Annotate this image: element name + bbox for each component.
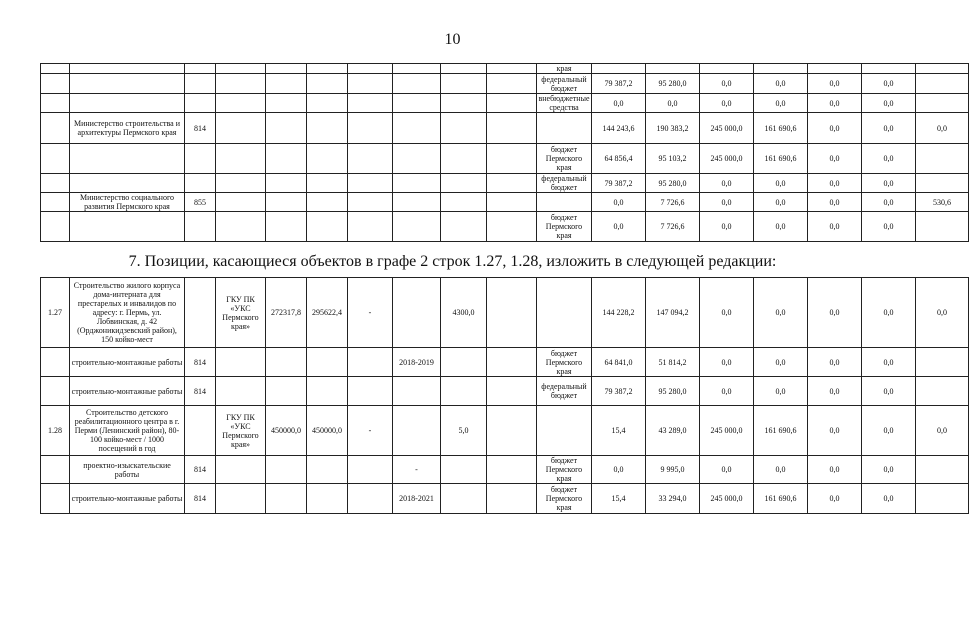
table-cell: 0,0: [754, 94, 808, 113]
table-cell: федеральный бюджет: [537, 377, 592, 406]
table-cell: [441, 94, 487, 113]
table-cell: [348, 212, 393, 242]
table-cell: [487, 174, 537, 193]
table-row: [41, 377, 969, 406]
table-cell: 0,0: [808, 174, 862, 193]
table-cell: 0,0: [700, 74, 754, 94]
table-cell: [185, 278, 216, 348]
table-cell: 0,0: [808, 74, 862, 94]
table-cell: [41, 174, 70, 193]
table-cell: 0,0: [808, 348, 862, 377]
table-cell: [487, 113, 537, 144]
table-cell: [441, 212, 487, 242]
table-cell: [393, 278, 441, 348]
table-cell: 0,0: [862, 174, 916, 193]
table-cell: [441, 64, 487, 74]
table-cell: [41, 113, 70, 144]
table-cell: 855: [185, 193, 216, 212]
table-cell: [266, 174, 307, 193]
table-cell: [185, 174, 216, 193]
table-cell: 0,0: [808, 113, 862, 144]
table-cell: [487, 406, 537, 456]
table-cell: внебюджетные средства: [538, 94, 590, 112]
table-cell: 814: [185, 113, 216, 144]
table-cell: [441, 74, 487, 94]
table-cell: [41, 377, 70, 406]
table-cell: 0,0: [808, 456, 862, 484]
table-cell: Строительство детского реабилитационного центра в г. Перми (Ленинский район), 80-100 койко-мест / 1000 посещений в год: [70, 406, 185, 456]
table-cell: [266, 377, 307, 406]
table-cell: бюджет Пермского края: [537, 484, 592, 514]
table-cell: 245 000,0: [700, 144, 754, 174]
table-cell: [393, 406, 441, 456]
table-cell: [348, 144, 393, 174]
table-cell: [266, 348, 307, 377]
table-cell: [216, 64, 266, 74]
table-cell: [185, 212, 216, 242]
table-cell: 0,0: [862, 406, 916, 456]
table-cell: [700, 64, 754, 74]
table-cell: [348, 377, 393, 406]
table-cell: [348, 113, 393, 144]
table-cell: [348, 74, 393, 94]
table-cell: 245 000,0: [700, 406, 754, 456]
table-cell: [216, 456, 266, 484]
table-cell: [916, 212, 969, 242]
table-cell: [487, 377, 537, 406]
table-cell: [916, 456, 969, 484]
table-cell: федеральный бюджет: [537, 74, 592, 94]
table-cell: [70, 144, 185, 174]
table-cell: [808, 64, 862, 74]
table-cell: [307, 456, 348, 484]
table-cell: бюджет Пермского края: [537, 144, 592, 174]
table-cell: 814: [185, 348, 216, 377]
table-cell: [307, 212, 348, 242]
table-cell: [537, 278, 592, 348]
table-cell: 814: [185, 484, 216, 514]
table-cell: 0,0: [700, 94, 754, 113]
table-cell: [307, 377, 348, 406]
table-cell: [266, 64, 307, 74]
table-cell: 1.27: [41, 278, 70, 348]
table-cell: [185, 406, 216, 456]
table-cell: [185, 94, 216, 113]
table-cell: [916, 348, 969, 377]
table-cell: [592, 64, 646, 74]
table-cell: 0,0: [592, 94, 646, 113]
table-cell: [393, 113, 441, 144]
table-row: [41, 484, 969, 514]
table-cell: [862, 64, 916, 74]
table-cell: 51 814,2: [646, 348, 700, 377]
table-cell: 9 995,0: [646, 456, 700, 484]
table-cell: 95 280,0: [646, 74, 700, 94]
table-cell: [70, 174, 185, 193]
table-cell: [70, 94, 185, 113]
table-cell: 0,0: [808, 212, 862, 242]
table-cell: -: [348, 406, 393, 456]
table-cell: [185, 144, 216, 174]
table-cell: [41, 74, 70, 94]
table-row: [41, 406, 969, 456]
table-cell: [393, 174, 441, 193]
table-cell: [537, 193, 592, 212]
table-cell: 814: [185, 456, 216, 484]
table-cell: 79 387,2: [592, 74, 646, 94]
table-cell: 1.28: [41, 406, 70, 456]
table-row: [41, 174, 969, 193]
table-cell: [41, 193, 70, 212]
table-cell: 295622,4: [307, 278, 348, 348]
table-cell: бюджет Пермского края: [537, 212, 592, 242]
table-cell: 43 289,0: [646, 406, 700, 456]
table-cell: [441, 348, 487, 377]
table-cell: 147 094,2: [646, 278, 700, 348]
table-cell: [41, 64, 70, 74]
table-cell: [441, 113, 487, 144]
budget-table-objects: [40, 277, 969, 514]
table-cell: 0,0: [700, 278, 754, 348]
table-cell: 15,4: [592, 484, 646, 514]
table-cell: 4300,0: [441, 278, 487, 348]
table-cell: [441, 144, 487, 174]
table-cell: [916, 74, 969, 94]
table-cell: [266, 144, 307, 174]
table-row: [41, 278, 969, 348]
table-cell: [487, 484, 537, 514]
table-row: [41, 94, 969, 113]
table-cell: [266, 193, 307, 212]
table-cell: Министерство строительства и архитектуры Пермского края: [70, 113, 185, 144]
table-cell: края: [537, 64, 592, 74]
table-cell: 0,0: [808, 278, 862, 348]
table-cell: 0,0: [700, 348, 754, 377]
table-cell: 0,0: [592, 193, 646, 212]
table-cell: [487, 144, 537, 174]
table-cell: [393, 144, 441, 174]
table-cell: [216, 174, 266, 193]
table-cell: [393, 74, 441, 94]
table-cell: [41, 144, 70, 174]
table-cell: 0,0: [754, 348, 808, 377]
table-cell: 161 690,6: [754, 144, 808, 174]
table-cell: [487, 64, 537, 74]
table-row: [41, 193, 969, 212]
table-cell: бюджет Пермского края: [537, 348, 592, 377]
table-cell: [348, 64, 393, 74]
table-cell: [216, 193, 266, 212]
table-cell: [185, 64, 216, 74]
table-cell: бюджет Пермского края: [537, 456, 592, 484]
table-cell: [916, 64, 969, 74]
table-cell: [41, 456, 70, 484]
table-cell: [307, 113, 348, 144]
table-cell: проектно-изыскательские работы: [70, 456, 185, 484]
table-row: [41, 212, 969, 242]
table-cell: [307, 348, 348, 377]
table-cell: [441, 193, 487, 212]
table-cell: строительно-монтажные работы: [70, 377, 185, 406]
table-cell: [487, 212, 537, 242]
table-cell: 190 383,2: [646, 113, 700, 144]
table-cell: [307, 94, 348, 113]
table-cell: 0,0: [754, 74, 808, 94]
table-cell: 161 690,6: [754, 484, 808, 514]
table-cell: [441, 377, 487, 406]
table-cell: [216, 212, 266, 242]
table-cell: [266, 74, 307, 94]
table-cell: 15,4: [592, 406, 646, 456]
table-cell: 0,0: [808, 193, 862, 212]
table-cell: [754, 64, 808, 74]
table-cell: Строительство жилого корпуса дома-интерната для престарелых и инвалидов по адресу: г. Пермь, ул. Лобвинская, д. 42 (Орджоникидзевский район), 150 койко-мест: [70, 278, 185, 348]
table-cell: [487, 456, 537, 484]
table-row: [41, 456, 969, 484]
table-cell: [41, 212, 70, 242]
table-cell: 0,0: [700, 212, 754, 242]
table-cell: 0,0: [700, 377, 754, 406]
table-cell: [348, 174, 393, 193]
table-cell: [487, 278, 537, 348]
budget-table-top: [40, 63, 969, 242]
table-cell: -: [393, 456, 441, 484]
table-cell: -: [348, 278, 393, 348]
table-cell: [266, 212, 307, 242]
table-cell: [487, 193, 537, 212]
table-cell: [487, 74, 537, 94]
table-row: [41, 74, 969, 94]
table-cell: 79 387,2: [592, 377, 646, 406]
table-cell: [537, 406, 592, 456]
table-cell: 95 103,2: [646, 144, 700, 174]
table-cell: 95 280,0: [646, 377, 700, 406]
table-cell: [916, 174, 969, 193]
table-cell: [393, 212, 441, 242]
table-cell: [348, 348, 393, 377]
table-cell: 814: [185, 377, 216, 406]
table-cell: [70, 212, 185, 242]
table-cell: [393, 64, 441, 74]
table-cell: [646, 64, 700, 74]
table-cell: 0,0: [862, 484, 916, 514]
table-cell: федеральный бюджет: [537, 174, 592, 193]
table-cell: [307, 174, 348, 193]
table-cell: [348, 94, 393, 113]
table-cell: 0,0: [754, 174, 808, 193]
table-cell: [348, 193, 393, 212]
table-cell: [916, 377, 969, 406]
table-cell: 0,0: [862, 74, 916, 94]
table-cell: строительно-монтажные работы: [70, 348, 185, 377]
table-cell: [307, 64, 348, 74]
table-cell: 0,0: [754, 193, 808, 212]
table-cell: 0,0: [916, 406, 969, 456]
table-cell: 0,0: [754, 212, 808, 242]
table-cell: [307, 74, 348, 94]
table-cell: 0,0: [808, 484, 862, 514]
table-cell: [307, 193, 348, 212]
table-cell: 5,0: [441, 406, 487, 456]
table-cell: 530,6: [916, 193, 969, 212]
table-cell: [393, 94, 441, 113]
table-cell: 64 856,4: [592, 144, 646, 174]
table-cell: 0,0: [700, 456, 754, 484]
table-cell: [348, 456, 393, 484]
table-cell: 0,0: [754, 278, 808, 348]
table-cell: 0,0: [808, 144, 862, 174]
table-cell: 2018-2021: [393, 484, 441, 514]
table-cell: [216, 74, 266, 94]
table-cell: Министерство социального развития Пермского края: [70, 193, 185, 212]
table-cell: [216, 348, 266, 377]
table-cell: [216, 377, 266, 406]
table-cell: [41, 484, 70, 514]
table-cell: 245 000,0: [700, 484, 754, 514]
table-cell: 0,0: [700, 174, 754, 193]
table-cell: [307, 484, 348, 514]
table-cell: [393, 377, 441, 406]
table-cell: [348, 484, 393, 514]
table-cell: [487, 348, 537, 377]
table-cell: [41, 94, 70, 113]
table-cell: 7 726,6: [646, 193, 700, 212]
table-cell: 64 841,0: [592, 348, 646, 377]
page-number: 10: [444, 31, 461, 48]
table-cell: [185, 74, 216, 94]
table-cell: [916, 94, 969, 113]
table-cell: 0,0: [592, 212, 646, 242]
table-cell: [487, 94, 537, 113]
table-cell: [266, 456, 307, 484]
table-cell: 450000,0: [266, 406, 307, 456]
table-cell: 0,0: [862, 113, 916, 144]
table-row: [41, 348, 969, 377]
table-cell: 0,0: [862, 193, 916, 212]
table-cell: 450000,0: [307, 406, 348, 456]
table-cell: [266, 484, 307, 514]
table-cell: 0,0: [862, 94, 916, 113]
table-cell: [41, 348, 70, 377]
table-cell: [441, 456, 487, 484]
table-cell: [916, 144, 969, 174]
table-row: [41, 64, 969, 74]
table-cell: 272317,8: [266, 278, 307, 348]
table-cell: [916, 484, 969, 514]
table-cell: 0,0: [754, 377, 808, 406]
table-cell: 161 690,6: [754, 113, 808, 144]
table-cell: строительно-монтажные работы: [70, 484, 185, 514]
section-heading: 7. Позиции, касающиеся объектов в графе 2 строк 1.27, 1.28, изложить в следующей редакции:: [128, 253, 777, 270]
table-cell: 0,0: [592, 456, 646, 484]
table-cell: [266, 113, 307, 144]
table-cell: 95 280,0: [646, 174, 700, 193]
table-cell: [537, 113, 592, 144]
table-cell: 0,0: [862, 377, 916, 406]
table-cell: 0,0: [862, 212, 916, 242]
table-cell: [70, 74, 185, 94]
table-cell: 0,0: [700, 193, 754, 212]
table-cell: 2018-2019: [393, 348, 441, 377]
table-cell: 0,0: [862, 456, 916, 484]
table-cell: 0,0: [808, 94, 862, 113]
table-cell: 79 387,2: [592, 174, 646, 193]
table-cell: 7 726,6: [646, 212, 700, 242]
table-cell: [216, 144, 266, 174]
table-row: [41, 113, 969, 144]
table-cell: 245 000,0: [700, 113, 754, 144]
table-cell: 0,0: [916, 113, 969, 144]
table-cell: ГКУ ПК «УКС Пермского края»: [216, 406, 266, 456]
table-cell: [307, 144, 348, 174]
table-row: [41, 144, 969, 174]
table-cell: 0,0: [862, 348, 916, 377]
table-cell: 33 294,0: [646, 484, 700, 514]
table-cell: 0,0: [646, 94, 700, 113]
table-cell: ГКУ ПК «УКС Пермского края»: [216, 278, 266, 348]
table-cell: 0,0: [808, 377, 862, 406]
table-cell: 0,0: [808, 406, 862, 456]
table-cell: 144 228,2: [592, 278, 646, 348]
table-cell: 0,0: [916, 278, 969, 348]
table-cell: 0,0: [754, 456, 808, 484]
table-cell: [70, 64, 185, 74]
table-cell: 161 690,6: [754, 406, 808, 456]
table-cell: [441, 174, 487, 193]
table-cell: 0,0: [862, 278, 916, 348]
table-cell: [216, 113, 266, 144]
table-cell: 144 243,6: [592, 113, 646, 144]
table-cell: [216, 94, 266, 113]
table-cell: [216, 484, 266, 514]
table-cell: [393, 193, 441, 212]
table-cell: 0,0: [862, 144, 916, 174]
table-cell: [441, 484, 487, 514]
table-cell: [266, 94, 307, 113]
